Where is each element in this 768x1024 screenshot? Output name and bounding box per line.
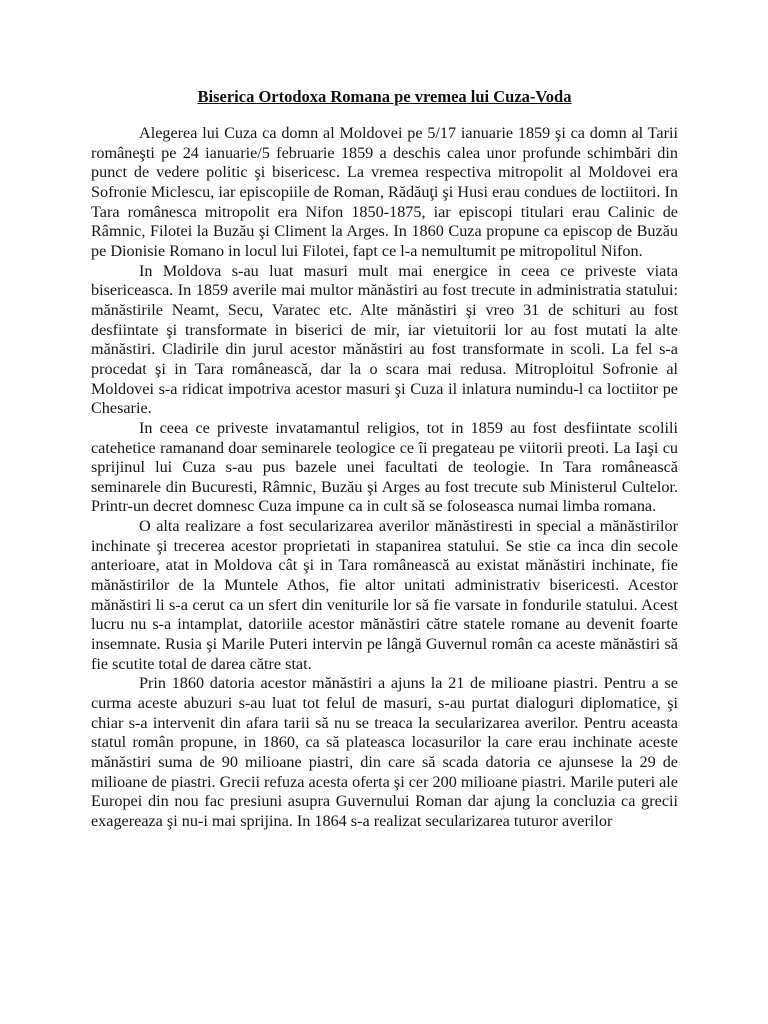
document-body (91, 86, 678, 832)
document-title: Biserica Ortodoxa Romana pe vremea lui Cuza-Voda (197, 87, 572, 106)
paragraph-moldova-measures: In Moldova s-au luat masuri mult mai energice in ceea ce priveste viata bisericeasca. In 1859 averile mai multor mănăstiri au fost trecute in administratia statului: mănăstirile Neamt, Secu, Varatec etc. Alte mănăstiri şi vreo 31 de schituri au fost desfiintate şi transformate in biserici de mir, iar vietuitorii lor au fost mutati la alte mănăstiri. Cladirile din jurul acestor mănăstiri au fost transformate in scoli. La fel s-a procedat şi in Tara românească, dar la o scara mai redusa. Mitroploitul Sofronie al Moldovei s-a ridicat impotriva acestor masuri şi Cuza il inlatura numindu-l ca loctiitor pe Chesarie. (91, 261, 678, 418)
paragraph-secularization: O alta realizare a fost secularizarea averilor mănăstiresti in special a mănăstirilor inchinate şi trecerea acestor proprietati in stapanirea statului. Se stie ca inca din secole anterioare, atat in Moldova cât şi in Tara românească au existat mănăstiri inchinate, fie mănăstirilor de la Muntele Athos, fie altor unitati administrativ bisericesti. Acestor mănăstiri li s-a cerut ca un sfert din veniturile lor să fie varsate in fondurile statului. Acest lucru nu s-a intamplat, datoriile acestor mănăstiri către statele romane au devenit foarte insemnate. Rusia şi Marile Puteri intervin pe lângă Guvernul român ca aceste mănăstiri să fie scutite total de darea către stat. (91, 517, 678, 673)
paragraph-religious-education: In ceea ce priveste invatamantul religios, tot in 1859 au fost desfiintate scolili catehetice ramanand doar seminarele teologice ce îi pregateau pe viitorii preoti. La Iaşi cu sprijinul lui Cuza s-au pus bazele unei facultati de teologie. In Tara românească seminarele din Bucuresti, Râmnic, Buzău şi Arges au fost trecute sub Ministerul Cultelor. Printr-un decret domnesc Cuza impune ca in cult să se foloseasca numai limba romana. (91, 418, 678, 516)
paragraph-election: Alegerea lui Cuza ca domn al Moldovei pe 5/17 ianuarie 1859 şi ca domn al Tarii româneşti pe 24 ianuarie/5 februarie 1859 a deschis calea unor profunde schimbări din punct de vedere politic şi bisericesc. La vremea respectiva mitropolit al Moldovei era Sofronie Miclescu, iar episcopiile de Roman, Rădăuţi şi Husi erau condues de loctiitori. In Tara românesca mitropolit era Nifon 1850-1875, iar episcopi titulari erau Calinic de Râmnic, Filotei la Buzău şi Climent la Arges. In 1860 Cuza propune ca episcop de Buzău pe Dionisie Romano in locul lui Filotei, fapt ce l-a nemultumit pe mitropolitul Nifon. (91, 124, 678, 260)
paragraph-monastery-debts: Prin 1860 datoria acestor mănăstiri a ajuns la 21 de milioane piastri. Pentru a se curma aceste abuzuri s-au luat tot felul de masuri, s-au purtat dialoguri diplomatice, şi chiar s-a intervenit din afara tarii să nu se treaca la secularizarea averilor. Pentru aceasta statul român propune, in 1860, ca să plateasca locasurilor la care erau inchinate aceste mănăstiri suma de 90 milioane piastri, din care să scada datoria ce ajunsese la 29 de milioane de piastri. Grecii refuza acesta oferta şi cer 200 milioane piastri. Marile puteri ale Europei din nou fac presiuni asupra Guvernului Roman dar ajung la concluzia ca grecii exagereaza şi nu-i mai sprijina. In 1864 s-a realizat secularizarea tuturor averilor (91, 674, 678, 830)
